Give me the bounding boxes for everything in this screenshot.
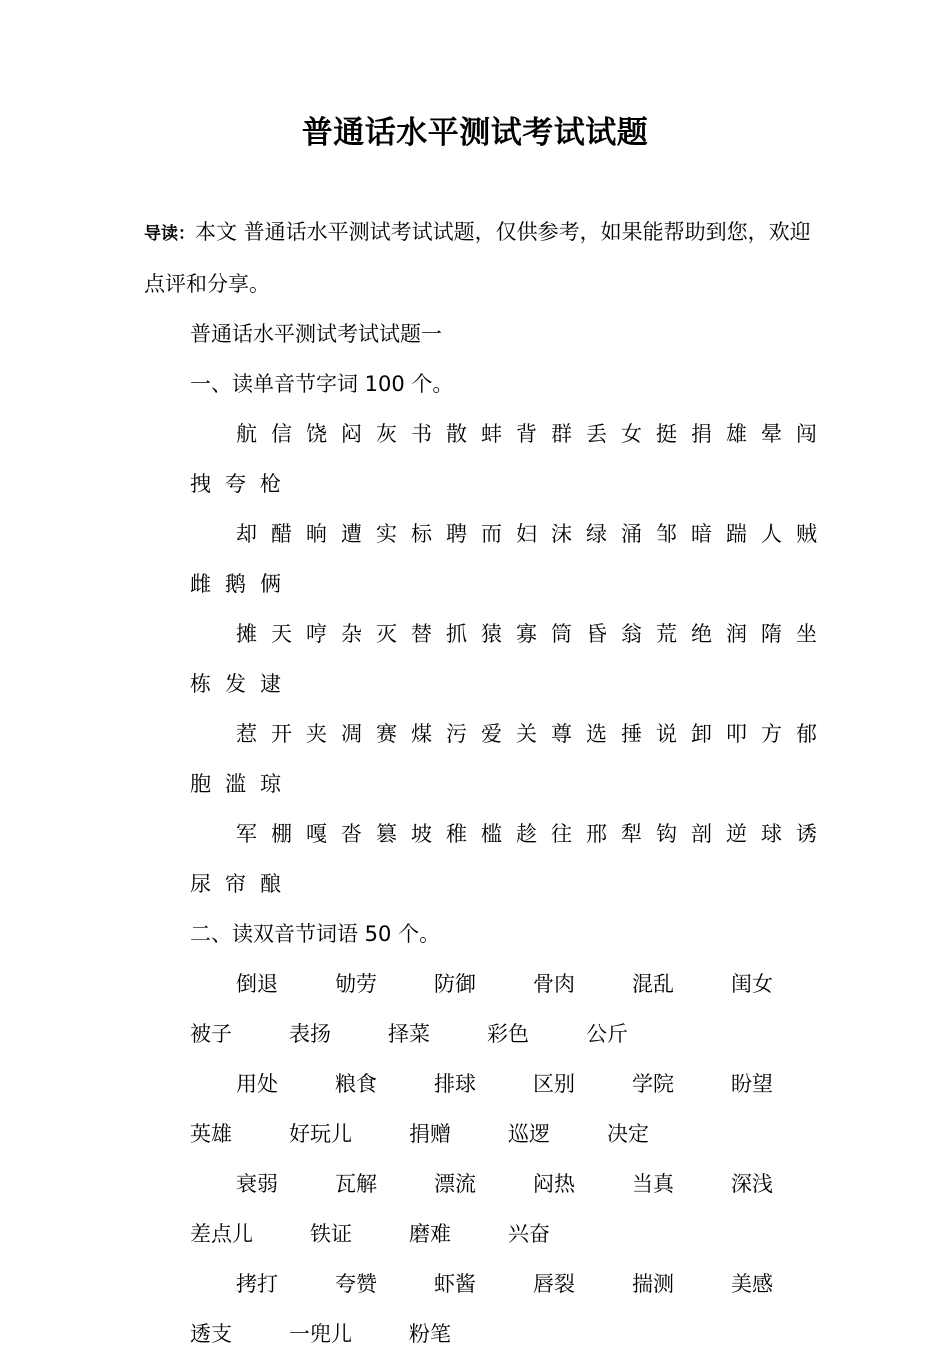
word-item: 排球 — [434, 1072, 476, 1096]
word-item: 倒退 — [236, 972, 278, 996]
character-item: 爱 — [481, 722, 502, 746]
character-item: 棚 — [271, 822, 292, 846]
word-item: 衰弱 — [236, 1172, 278, 1196]
character-item: 剖 — [691, 822, 712, 846]
character-item: 尊 — [551, 722, 572, 746]
word-item: 盼望 — [731, 1072, 773, 1096]
character-item: 翁 — [621, 622, 642, 646]
word-item: 闷热 — [533, 1172, 575, 1196]
character-item: 蚌 — [481, 422, 502, 446]
character-item: 煤 — [411, 722, 432, 746]
word-item: 决定 — [607, 1122, 649, 1146]
word-item: 骨肉 — [533, 972, 575, 996]
character-item: 标 — [411, 522, 432, 546]
character-item: 晌 — [306, 522, 327, 546]
document-title: 普通话水平测试考试试题 — [301, 115, 649, 151]
character-item: 丢 — [586, 422, 607, 446]
character-item: 滥 — [225, 772, 246, 796]
section1-character-list — [144, 409, 817, 909]
section2-word-list — [144, 959, 812, 1359]
character-item: 群 — [551, 422, 572, 446]
character-item: 鹅 — [225, 572, 246, 596]
character-item: 摊 — [236, 622, 257, 646]
character-item: 赛 — [376, 722, 397, 746]
character-item: 捐 — [691, 422, 712, 446]
character-item: 嘎 — [306, 822, 327, 846]
character-item: 叩 — [726, 722, 747, 746]
character-item: 筒 — [551, 622, 572, 646]
word-item: 劬劳 — [335, 972, 377, 996]
character-item: 绿 — [586, 522, 607, 546]
word-item: 粮食 — [335, 1072, 377, 1096]
word-item: 漂流 — [434, 1172, 476, 1196]
character-item: 稚 — [446, 822, 467, 846]
character-item: 酿 — [260, 872, 281, 896]
character-item: 替 — [411, 622, 432, 646]
word-item: 磨难 — [409, 1222, 451, 1246]
section-subtitle: 普通话水平测试考试试题一 — [190, 322, 442, 346]
intro-paragraph — [144, 207, 812, 309]
character-item: 胞 — [190, 772, 211, 796]
character-item: 书 — [411, 422, 432, 446]
character-item: 遭 — [341, 522, 362, 546]
character-item: 女 — [621, 422, 642, 446]
character-item: 郁 — [796, 722, 817, 746]
character-item: 人 — [761, 522, 782, 546]
word-item: 用处 — [236, 1072, 278, 1096]
word-item: 美感 — [731, 1272, 773, 1296]
character-item: 信 — [271, 422, 292, 446]
character-item: 哼 — [306, 622, 327, 646]
word-item: 透支 — [190, 1322, 232, 1346]
character-item: 寡 — [516, 622, 537, 646]
character-item: 妇 — [516, 522, 537, 546]
character-item: 隋 — [761, 622, 782, 646]
character-item: 而 — [481, 522, 502, 546]
section1-heading: 一、读单音节字词 100 个。 — [190, 372, 454, 396]
intro-label: 导读： — [144, 224, 195, 244]
character-item: 闯 — [796, 422, 817, 446]
word-row — [144, 1259, 812, 1359]
word-item: 公斤 — [586, 1022, 628, 1046]
character-item: 琼 — [260, 772, 281, 796]
character-row — [144, 509, 817, 609]
word-item: 深浅 — [731, 1172, 773, 1196]
character-item: 晕 — [761, 422, 782, 446]
character-item: 绝 — [691, 622, 712, 646]
character-item: 方 — [761, 722, 782, 746]
character-item: 往 — [551, 822, 572, 846]
character-item: 猿 — [481, 622, 502, 646]
character-item: 润 — [726, 622, 747, 646]
character-item: 邢 — [586, 822, 607, 846]
character-item: 夹 — [306, 722, 327, 746]
word-item: 揣测 — [632, 1272, 674, 1296]
character-item: 灭 — [376, 622, 397, 646]
word-item: 一兜儿 — [289, 1322, 352, 1346]
character-item: 贼 — [796, 522, 817, 546]
character-item: 犁 — [621, 822, 642, 846]
character-item: 散 — [446, 422, 467, 446]
word-item: 差点儿 — [190, 1222, 253, 1246]
word-item: 好玩儿 — [289, 1122, 352, 1146]
character-item: 邹 — [656, 522, 677, 546]
character-row — [144, 409, 817, 509]
character-item: 开 — [271, 722, 292, 746]
character-item: 实 — [376, 522, 397, 546]
character-item: 栋 — [190, 672, 211, 696]
character-item: 惹 — [236, 722, 257, 746]
character-item: 捶 — [621, 722, 642, 746]
word-item: 当真 — [632, 1172, 674, 1196]
character-item: 篡 — [376, 822, 397, 846]
character-item: 污 — [446, 722, 467, 746]
character-item: 坡 — [411, 822, 432, 846]
word-row — [144, 1059, 812, 1159]
character-item: 枪 — [260, 472, 281, 496]
word-item: 择菜 — [388, 1022, 430, 1046]
word-item: 铁证 — [310, 1222, 352, 1246]
character-item: 天 — [271, 622, 292, 646]
character-row — [144, 809, 817, 909]
word-item: 区别 — [533, 1072, 575, 1096]
word-item: 夸赞 — [335, 1272, 377, 1296]
section2-heading: 二、读双音节词语 50 个。 — [190, 922, 441, 946]
character-item: 雄 — [726, 422, 747, 446]
word-item: 唇裂 — [533, 1272, 575, 1296]
character-item: 逮 — [260, 672, 281, 696]
character-item: 醋 — [271, 522, 292, 546]
word-item: 捐赠 — [409, 1122, 451, 1146]
character-item: 说 — [656, 722, 677, 746]
word-row — [144, 1159, 812, 1259]
character-item: 发 — [225, 672, 246, 696]
character-item: 凋 — [341, 722, 362, 746]
character-item: 趁 — [516, 822, 537, 846]
word-row — [144, 959, 812, 1059]
character-item: 涌 — [621, 522, 642, 546]
character-row — [144, 609, 817, 709]
word-item: 兴奋 — [508, 1222, 550, 1246]
character-item: 尿 — [190, 872, 211, 896]
character-item: 球 — [761, 822, 782, 846]
character-item: 抓 — [446, 622, 467, 646]
word-item: 彩色 — [487, 1022, 529, 1046]
word-item: 防御 — [434, 972, 476, 996]
word-item: 混乱 — [632, 972, 674, 996]
character-item: 背 — [516, 422, 537, 446]
character-item: 灰 — [376, 422, 397, 446]
intro-text: 本文 普通话水平测试考试试题，仅供参考，如果能帮助到您，欢迎点评和分享。 — [144, 220, 811, 296]
character-item: 荒 — [656, 622, 677, 646]
character-item: 聘 — [446, 522, 467, 546]
character-item: 逆 — [726, 822, 747, 846]
character-item: 选 — [586, 722, 607, 746]
word-item: 粉笔 — [409, 1322, 451, 1346]
character-item: 踹 — [726, 522, 747, 546]
character-item: 槛 — [481, 822, 502, 846]
character-item: 沓 — [341, 822, 362, 846]
character-item: 拽 — [190, 472, 211, 496]
character-item: 夸 — [225, 472, 246, 496]
character-row — [144, 709, 817, 809]
word-item: 瓦解 — [335, 1172, 377, 1196]
word-item: 闺女 — [731, 972, 773, 996]
word-item: 被子 — [190, 1022, 232, 1046]
word-item: 虾酱 — [434, 1272, 476, 1296]
character-item: 军 — [236, 822, 257, 846]
document-body — [144, 207, 817, 1359]
word-item: 巡逻 — [508, 1122, 550, 1146]
character-item: 却 — [236, 522, 257, 546]
character-item: 航 — [236, 422, 257, 446]
word-item: 表扬 — [289, 1022, 331, 1046]
character-item: 暗 — [691, 522, 712, 546]
character-item: 帘 — [225, 872, 246, 896]
word-item: 拷打 — [236, 1272, 278, 1296]
character-item: 俩 — [260, 572, 281, 596]
character-item: 雌 — [190, 572, 211, 596]
character-item: 饶 — [306, 422, 327, 446]
character-item: 挺 — [656, 422, 677, 446]
character-item: 杂 — [341, 622, 362, 646]
character-item: 卸 — [691, 722, 712, 746]
character-item: 坐 — [796, 622, 817, 646]
character-item: 沫 — [551, 522, 572, 546]
character-item: 闷 — [341, 422, 362, 446]
word-item: 学院 — [632, 1072, 674, 1096]
character-item: 诱 — [796, 822, 817, 846]
word-item: 英雄 — [190, 1122, 232, 1146]
character-item: 关 — [516, 722, 537, 746]
character-item: 昏 — [586, 622, 607, 646]
character-item: 钩 — [656, 822, 677, 846]
